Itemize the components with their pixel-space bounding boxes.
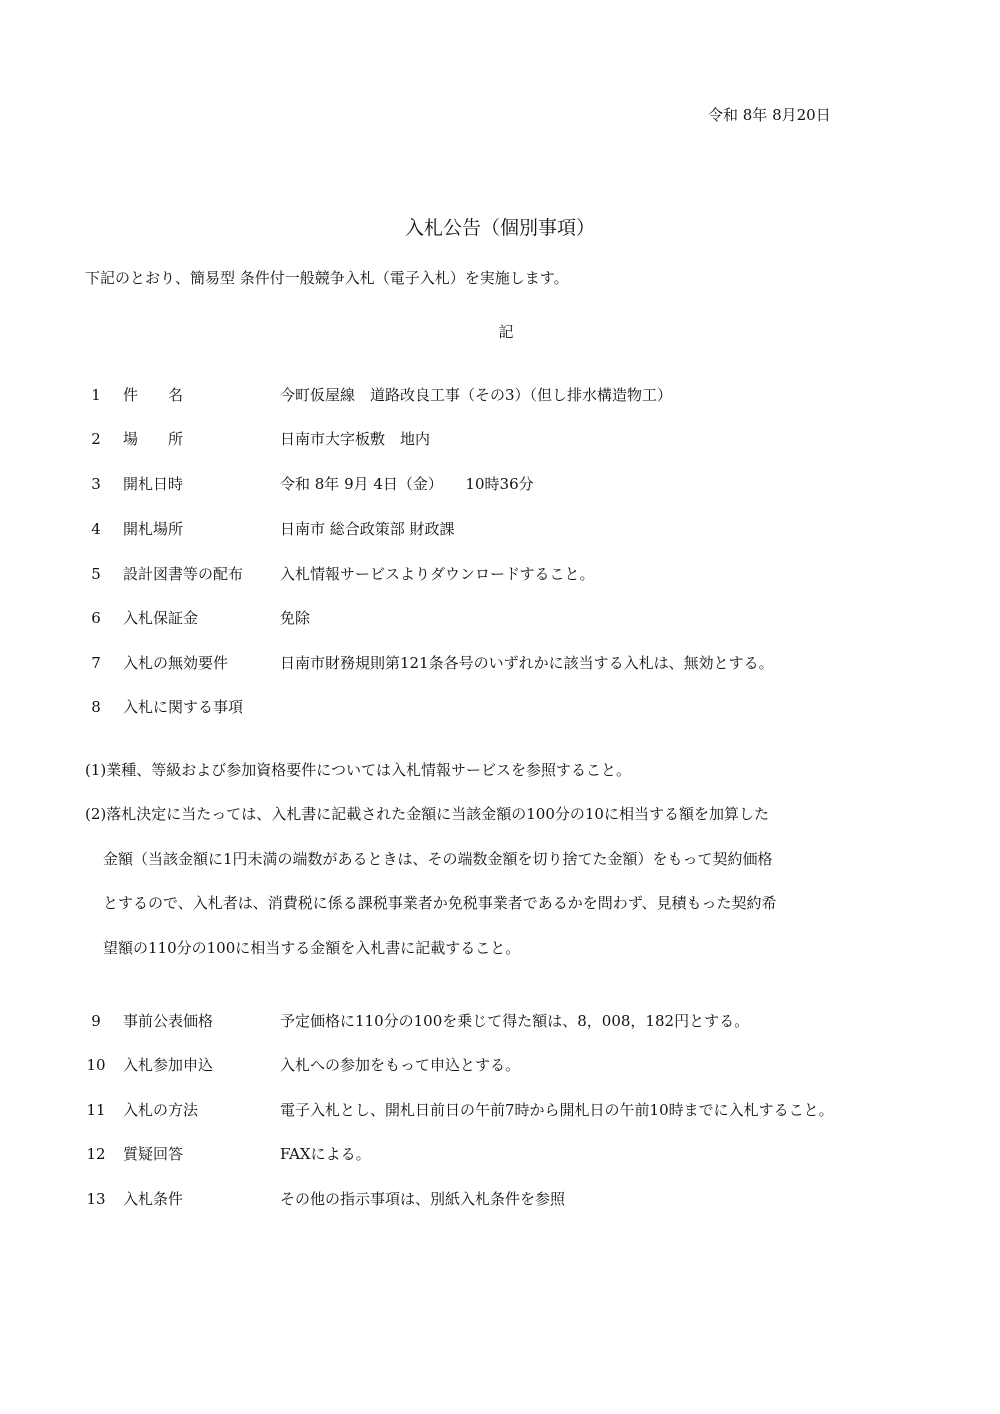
item-value: 日南市大字板敷 地内: [280, 430, 431, 448]
document-title: 入札公告（個別事項）: [404, 217, 595, 239]
document-date: 令和 8年 8月20日: [708, 106, 831, 124]
item-label: 開札日時: [123, 475, 184, 493]
item-value: 免除: [280, 609, 311, 627]
paragraph-line: 金額（当該金額に1円未満の端数があるときは、その端数金額を切り捨てた金額）をもって契約価格: [103, 850, 773, 868]
item-label: 件 名: [123, 386, 184, 404]
item-value: その他の指示事項は、別紙入札条件を参照: [280, 1190, 566, 1208]
intro-text: 下記のとおり、簡易型 条件付一般競争入札（電子入札）を実施します。: [85, 269, 569, 287]
item-value: 電子入札とし、開札日前日の午前7時から開札日の午前10時までに入札すること。: [280, 1101, 834, 1119]
item-label: 入札に関する事項: [123, 698, 244, 716]
item-value: 日南市 総合政策部 財政課: [280, 520, 455, 538]
ki-heading: 記: [498, 323, 514, 341]
item-number: 3: [91, 475, 101, 493]
item-value: 入札への参加をもって申込とする。: [280, 1056, 521, 1074]
item-value: 令和 8年 9月 4日（金） 10時36分: [280, 475, 534, 493]
paragraph-line: 望額の110分の100に相当する金額を入札書に記載すること。: [103, 939, 521, 957]
item-label: 質疑回答: [123, 1145, 184, 1163]
item-value: 入札情報サービスよりダウンロードすること。: [280, 565, 595, 583]
item-number: 9: [91, 1012, 101, 1030]
item-value: FAXによる。: [280, 1145, 371, 1163]
item-number: 5: [91, 565, 101, 583]
item-label: 入札の無効要件: [123, 654, 229, 672]
item-label: 開札場所: [123, 520, 184, 538]
paragraph-line: とするので、入札者は、消費税に係る課税事業者か免税事業者であるかを問わず、見積もった契約希: [103, 894, 777, 912]
item-label: 場 所: [123, 430, 184, 448]
paragraph-line: (1)業種、等級および参加資格要件については入札情報サービスを参照すること。: [85, 761, 631, 779]
item-label: 入札の方法: [123, 1101, 199, 1119]
item-number: 13: [86, 1190, 106, 1208]
paragraph-line: (2)落札決定に当たっては、入札書に記載された金額に当該金額の100分の10に相当する額を加算した: [85, 805, 769, 823]
item-number: 12: [86, 1145, 106, 1163]
item-label: 入札参加申込: [123, 1056, 214, 1074]
item-value: 日南市財務規則第121条各号のいずれかに該当する入札は、無効とする。: [280, 654, 774, 672]
item-number: 10: [86, 1056, 106, 1074]
item-number: 2: [91, 430, 101, 448]
item-label: 設計図書等の配布: [123, 565, 244, 583]
item-number: 7: [91, 654, 101, 672]
item-label: 入札保証金: [123, 609, 199, 627]
item-number: 11: [86, 1101, 106, 1119]
item-label: 事前公表価格: [123, 1012, 214, 1030]
item-number: 1: [91, 386, 101, 404]
item-number: 8: [91, 698, 101, 716]
item-number: 4: [91, 520, 101, 538]
item-value: 今町仮屋線 道路改良工事（その3）（但し排水構造物工）: [280, 386, 673, 404]
item-value: 予定価格に110分の100を乗じて得た額は、8，008，182円とする。: [280, 1012, 750, 1030]
item-number: 6: [91, 609, 101, 627]
item-label: 入札条件: [123, 1190, 184, 1208]
